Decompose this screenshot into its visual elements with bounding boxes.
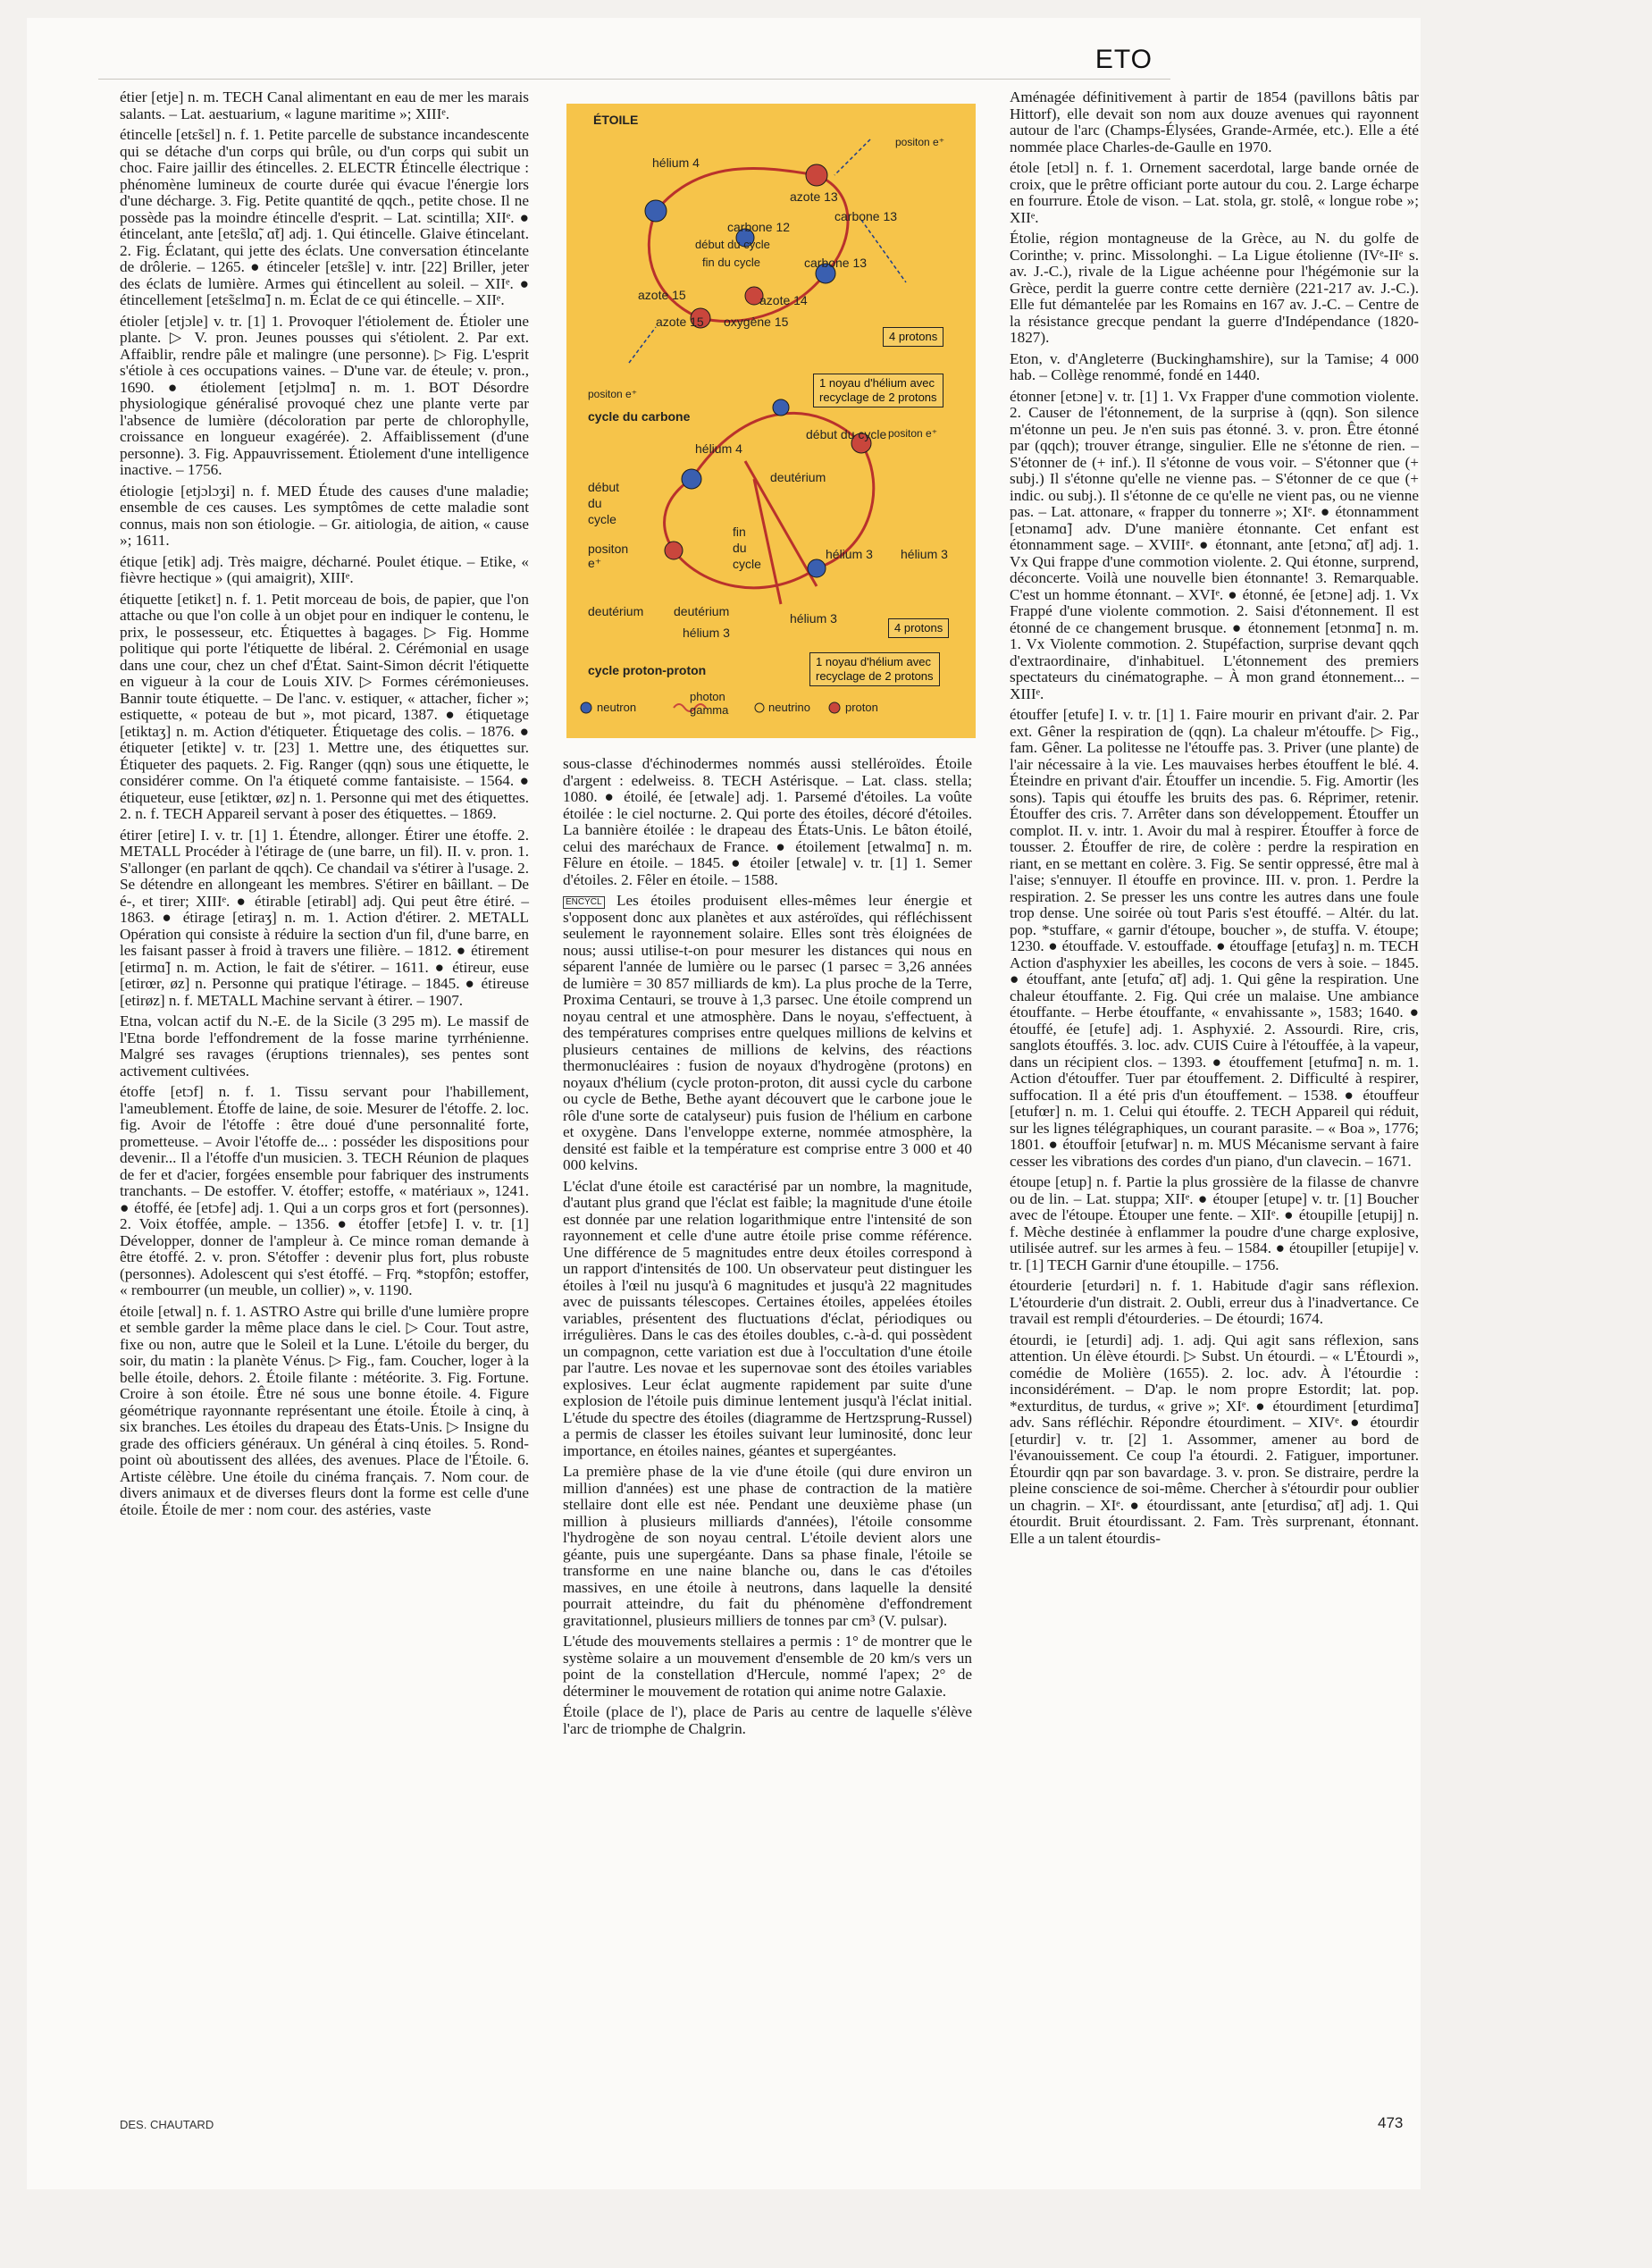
label-fin-du-cycle: fin du cycle [733,525,761,571]
illustration-credit: DES. CHAUTARD [120,2118,214,2131]
box-helium-nucleus-b: 1 noyau d'hélium avec recyclage de 2 protons [809,652,940,686]
entry-etoffe: étoffe [etɔf] n. f. 1. Tissu servant pour l'habillement, l'ameublement. Étoffe de laine, de soie. Mesurer de l'étoffe. 2. loc. fig. Avoir de l'étoffe : être doué d'une personnalité forte, prometteuse. – Avoir l'étoffe de... : posséder les dispositions pour devenir... Il a l'étoffe d'un musicien. 3. TECH Réunion de plaques de fer et d'acier, forgées ensemble pour fabriquer des instruments tranchants. – De estoffer. V. étoffer; estoffe, « matériaux », 1241. ● étoffé, ée [etɔfe] adj. 1. Qui a un corps gros et fort (personnes). 2. Voix étoffée, ample. – 1356. ● étoffer [etɔfe] I. v. tr. [1] Développer, donner de l'ampleur à. Ce mince roman demande à être étoffé. 2. v. pron. S'étoffer : devenir plus fort, plus robuste (personnes). Adolescent qui s'est étoffé. – Frq. *stopfôn; estoffer, « rembourrer (un meuble, un collier) », v. 1190. [120,1083,529,1298]
label-helium3-d: hélium 3 [683,626,730,640]
label-positon-a: positon e⁺ [895,136,945,148]
label-carbone13: carbone 13 [834,209,898,223]
proton-marker [829,702,840,713]
entry-etirer: étirer [etire] I. v. tr. [1] 1. Étendre, allonger. Étirer une étoffe. 2. METALL Procéder à l'étirage de (une barre, un fil). II. v. pron. 1. S'allonger (en parlant de qqch). Ce chandail va s'étirer à l'usage. 2. Se détendre en allongeant les membres. S'étirer en bâillant. – De é-, et tirer; XIIIᵉ. ● étirable [etirabl] adj. Qui peut être étiré. – 1863. ● étirage [etiraʒ] n. m. 1. Action d'étirer. 2. METALL Opération qui consiste à réduire la section d'un fil, d'une barre, en les faisant passer à froid à travers une filière. – 1812. ● étirement [etirmɑ̃] n. m. Action, le fait de s'étirer. – 1611. ● étireur, euse [etirœr, øz] n. Personne qui pratique l'étirage. – 1845. ● étireuse [etirøz] n. f. METALL Machine servant à étirer. – 1907. [120,826,529,1009]
encyclopedic-note [563,893,972,1174]
label-helium3-a: hélium 3 [826,547,873,561]
entry-etoile-continued: sous-classe d'échinodermes nommés aussi stelléroïdes. Étoile d'argent : edelweiss. 8. TECH Astérisque. – Lat. class. stella; 1080. ● étoilé, ée [etwale] adj. 1. Parsemé d'étoiles. La voûte étoilée : le ciel nocturne. 2. Qui porte des étoiles, décoré d'étoiles. La bannière étoilée : le drapeau des États-Unis. Le bâton étoilé, celui des maréchaux de France. ● étoilement [etwalmɑ̃] n. m. Fêlure en étoile. – 1845. ● étoiler [etwale] v. tr. [1] 1. Semer d'étoiles. 2. Fêler en étoile. – 1588. [563,755,972,888]
label-oxygene15: oxygène 15 [724,315,789,329]
entry-etonner: étonner [etɔne] v. tr. [1] 1. Vx Frapper d'une commotion violente. 2. Causer de l'étonnement, de la surprise à (qqn). Son silence m'étonne un peu. Je n'en suis pas étonné. 3. v. pron. Être étonné par (qqch); trouver étrange, singulier. Elle ne s'étonne de rien. – S'étonner de (+ inf.). Il s'étonne de vous voir. – S'étonner que (+ subj.) Il s'étonne qu'elle ne vienne pas. – S'étonner de ce que (+ indic. ou subj.). Il s'étonne de ce qu'elle ne vient pas, ou ne vienne pas. – Lat. attonare, « frapper du tonnerre »; XIᵉ. ● étonnamment [etɔnamɑ̃] adv. D'une manière étonnante. Cet enfant est étonnamment sage. – XVIIIᵉ. ● étonnant, ante [etɔnɑ̃, ɑ̃t] adj. 1. Vx Qui frappe d'une commotion violente. 2. Qui étonne, surprend, déconcerte. Voilà une nouvelle bien étonnante! 3. Remarquable. C'est un homme étonnant. – XVIᵉ. ● étonné, ée [etɔne] adj. 1. Vx Frappé d'une violente commotion. 2. Saisi d'étonnement. Il est étonné de ce changement brusque. ● étonnement [etɔnmɑ̃] n. m. 1. Vx Violente commotion. 2. Stupéfaction, surprise devant qqch d'extraordinaire, d'inhabituel. L'étonnement des premiers spectateurs du cinématographe. – À mon grand étonnement... – XIIIᵉ. [1010,387,1419,702]
label-positon-c: positon e⁺ [888,427,938,440]
entry-etiquette: étiquette [etikɛt] n. f. 1. Petit morceau de bois, de papier, que l'on attache ou que l'on colle à un objet pour en indiquer le contenu, le prix, le possesseur, etc. Étiquettes à bagages. ▷ Fig. Homme politique qui porte l'étiquette de libéral. 2. Cérémonial en usage dans une cour, chez un chef d'État. Saint-Simon décrit l'étiquette en vigueur à la cour de Louis XIV. ▷ Formes cérémonieuses. Bannir toute étiquette. – De l'anc. v. estiquer, « attacher, ficher »; estiquette, « poteau de but », mot picard, 1387. ● étiquetage [etiktaʒ] n. m. Action d'étiqueter. Étiquetage des colis. – 1876. ● étiqueter [etikte] v. tr. [23] 1. Mettre une, des étiquettes sur. Étiqueter des paquets. 2. Fig. Ranger (qqn) sous une étiquette, le considérer comme. On l'a étiqueté comme fantaisiste. – 1564. ● étiqueteur, euse [etiktœr, øz] n. 1. Personne qui met des étiquettes. 2. n. f. TECH Appareil servant à poser des étiquettes. – 1869. [120,590,529,822]
entry-eton: Eton, v. d'Angleterre (Buckinghamshire), sur la Tamise; 4 000 hab. – Collège renommé, fondé en 1440. [1010,349,1419,383]
box-helium-nucleus-a: 1 noyau d'hélium avec recyclage de 2 protons [813,374,943,407]
header-rule [98,79,1170,80]
label-helium4-a: hélium 4 [652,155,700,170]
label-positon-b: positon e⁺ [588,388,638,400]
entry-etique: étique [etik] adj. Très maigre, décharné. Poulet étique. – Etike, « fièvre hectique » (qui amaigrit), XIIIᵉ. [120,552,529,586]
label-helium3-c: hélium 3 [790,611,837,626]
label-deuterium-b: deutérium [588,604,644,618]
figure-title: ÉTOILE [593,113,639,127]
label-deuterium-c: deutérium [674,604,730,618]
section-code: ETO [1094,45,1153,74]
legend-neutron: neutron [597,701,637,714]
label-azote13: azote 13 [790,189,838,204]
entry-etincelle: étincelle [etɛ̃sɛl] n. f. 1. Petite parcelle de substance incandescente qui se détache d'un corps qui brûle, ou d'un corps qui subit un choc. Faire jaillir des étincelles. 2. ELECTR Étincelle électrique : phénomène lumineux de courte durée qui évacue l'énergie lors d'une décharge. 3. Fig. Petite quantité de qqch., petite chose. Il ne possède pas la moindre étincelle d'esprit. – Lat. scintilla; XIIᵉ. ● étincelant, ante [etɛ̃slɑ̃, ɑ̃t] adj. 1. Qui étincelle. Glaive étincelant. 2. Fig. Éclatant, qui jette des éclats. Une conversation étincelante de drôlerie. – 1265. ● étinceler [etɛ̃sle] v. intr. [22] Briller, jeter des éclats de lumière. Armes qui étincellent au soleil. – XIIᵉ. ● étincellement [etɛ̃sɛlmɑ̃] n. m. Éclat de ce qui étincelle. – XIIᵉ. [120,126,529,308]
label-pp-cycle: cycle proton-proton [588,663,707,677]
label-debut-cycle-b: début du cycle [806,427,887,441]
page-number: 473 [1378,2114,1404,2131]
entry-etolie: Étolie, région montagneuse de la Grèce, au N. du golfe de Corinthe; v. princ. Missolonghi. – La Ligue étolienne (IVᵉ-IIᵉ s. av. J.-C.), rivale de la Ligue achéenne pour l'hégémonie sur la Grèce, perdit la guerre contre cette dernière (221-217 av. J.-C.). Elle fut démantelée par les Romains en 167 av. J.-C. – Centre de la résistance grecque pendant la guerre d'Indépendance (1820-1827). [1010,230,1419,346]
label-debut-cycle-a: début du cycle [695,238,770,251]
label-debut-du-cycle: début du cycle [588,480,620,526]
entry-etourdi: étourdi, ie [eturdi] adj. 1. adj. Qui agit sans réflexion, sans attention. Un élève étourdi. ▷ Subst. Un étourdi. – « L'Étourdi », comédie de Molière (1655). 2. loc. adv. À l'étourdie : inconsidérément. – D'ap. le nom propre Estordit; lat. pop. *exturditus, de turdus, « grive »; XIᵉ. ● étourdiment [eturdimɑ̃] adv. Sans réfléchir. Répondre étourdiment. – XIVᵉ. ● étourdir [eturdir] v. tr. [2] 1. Assommer, amener au bord de l'évanouissement. Ce coup l'a étourdi. 2. Fatiguer, importuner. Étourdir qqn par son bavardage. 3. v. pron. Se distraire, perdre la pleine conscience de soi-même. Chercher à s'étourdir pour oublier un chagrin. – XIᵉ. ● étourdissant, ante [eturdisɑ̃, ɑ̃t] adj. 1. Qui étourdit. Bruit étourdissant. 2. Fam. Très surprenant, étonnant. Elle a un talent étourdis- [1010,1331,1419,1547]
entry-place-etoile: Étoile (place de l'), place de Paris au centre de laquelle s'élève l'arc de triomphe de Chalgrin. [563,1703,972,1737]
entry-etourderie: étourderie [eturdəri] n. f. 1. Habitude d'agir sans réflexion. L'étourderie d'un distrait. 2. Oubli, erreur dus à l'inadvertance. Ce travail est rempli d'étourderies. – De étourdi; 1674. [1010,1277,1419,1327]
label-carbone13-b: carbone 13 [804,256,868,270]
entry-etoupe: étoupe [etup] n. f. Partie la plus grossière de la filasse de chanvre ou de lin. – Lat. stuppa; XIIᵉ. ● étouper [etupe] v. tr. [1] Boucher avec de l'étoupe. Étouper une fente. – XIIᵉ. ● étoupille [etupij] n. f. Mèche destinée à enflammer la poudre d'une charge explosive, utilisée autref. sur les armes à feu. – 1584. ● étoupiller [etupije] v. tr. [1] TECH Garnir d'une étoupille. – 1756. [1010,1173,1419,1273]
legend-photon: photon gamma [690,690,729,717]
encycl-life-phases: La première phase de la vie d'une étoile (qui dure environ un million d'années) est une phase de contraction de la matière stellaire dont elle est née. Pendant une deuxième phase (un million à plusieurs milliards d'années), l'étoile consomme l'hydrogène de son noyau central. L'étoile devient alors une géante, puis une supergéante. Dans sa phase finale, l'étoile se transforme en une naine blanche ou, dans le cas d'étoiles massives, en une étoile à neutrons, dans laquelle la densité pourrait atteindre, du fait du phénomène d'effondrement gravitationnel, plusieurs milliers de tonnes par cm³ (V. pulsar). [563,1463,972,1629]
entry-etioler: étioler [etjɔle] v. tr. [1] 1. Provoquer l'étiolement de. Étioler une plante. ▷ V. pron. Jeunes pousses qui s'étiolent. 2. Par ext. Affaiblir, rendre pâle et malingre (une personne). ▷ Fig. L'esprit s'étiole à ces occupations vaines. – D'une var. de éteule; v. pron., 1690. ● étiolement [etjɔlmɑ̃] n. m. 1. BOT Désordre physiologique généralisé provoqué chez une plante verte par l'absence de lumière (décoloration par perte de chlorophylle, croissance en longueur exagérée). 2. Affaiblissement (d'une personne). 3. Fig. Appauvrissement. Étiolement d'une intelligence inactive. – 1756. [120,312,529,478]
entry-etouffer: étouffer [etufe] I. v. tr. [1] 1. Faire mourir en privant d'air. 2. Par ext. Gêner la respiration de (qqn). La chaleur m'étouffe. ▷ Fig., fam. Gêner. La politesse ne l'étouffe pas. 3. Priver (une plante) de l'air nécessaire à la vie. Les mauvaises herbes étouffent le blé. 4. Éteindre en privant d'air. Étouffer un incendie. 5. Fig. Amortir (les sons). Tapis qui étouffe les bruits des pas. 6. Réprimer, retenir. Étouffer des cris. 7. Arrêter dans son développement. Étouffer un complot. II. v. intr. 1. Avoir du mal à respirer. Étouffer à force de tousser. 2. Étouffer de rire, de colère : perdre la respiration en riant, en se mettant en colère. 3. Fig. Se sentir oppressé, être mal à l'aise; s'ennuyer. Il étouffe en province. III. v. pron. 1. Perdre la respiration. 2. Se presser les uns contre les autres dans une foule trop dense. Une soirée où tout Paris s'est étouffé. – Altér. du lat. pop. *stuffare, « garnir d'étoupe, boucher », de stuffa. V. étoupe; 1230. ● étouffade. V. estouffade. ● étouffage [etufaʒ] n. m. TECH Action d'asphyxier les abeilles, les cocons de vers à soie. – 1845. ● étouffant, ante [etufɑ̃, ɑ̃t] adj. 1. Qui gêne la respiration. Une chaleur étouffante. 2. Fig. Qui crée un malaise. Une ambiance étouffante. – Herbe étouffante, « envahissante », 1583; 1640. ● étouffé, ée [etufe] adj. 1. Asphyxié. 2. Assourdi. Rire, cris, sanglots étouffés. 3. loc. adv. CUIS Cuire à l'étouffée, à la vapeur, dans un récipient clos. – 1393. ● étouffement [etufmɑ̃] n. m. 1. Action d'étouffer. Tuer par étouffement. 2. Difficulté à respirer, suffocation. Il a été pris d'un étouffement. – 1538. ● étouffeur [etufœr] n. m. 1. Celui qui étouffe. 2. TECH Appareil qui réduit, sur les lignes télégraphiques, un courant parasite. – « Boa », 1776; 1801. ● étouffoir [etufwar] n. m. MUS Mécanisme servant à faire cesser les vibrations des cordes d'un piano, d'un clavecin. – 1671. [1010,706,1419,1170]
star-fusion-illustration [566,104,976,738]
column-2 [563,756,972,1742]
label-helium3-b: hélium 3 [901,547,948,561]
entry-etole: étole [etɔl] n. f. 1. Ornement sacerdotal, large bande ornée de croix, que le prêtre officiant porte autour du cou. 2. Large écharpe en fourrure. Étole de vison. – Lat. stola, gr. stolê, « longue robe »; XIIᵉ. [1010,159,1419,226]
encycl-motion: L'étude des mouvements stellaires a permis : 1° de montrer que le système solaire a un mouvement d'ensemble de 20 km/s vers un point de la constellation d'Hercule, nommé l'apex; 2° de déterminer le mouvement de rotation qui anime notre Galaxie. [563,1633,972,1700]
label-azote15: azote 15 [638,288,686,302]
legend-proton: proton [845,701,878,714]
label-carbon-cycle: cycle du carbone [588,409,691,424]
entry-etier: étier [etje] n. m. TECH Canal alimentant en eau de mer les marais salants. – Lat. aestuarium, « lagune maritime »; XIIIᵉ. [120,88,529,122]
label-fin-cycle-a: fin du cycle [702,256,761,269]
label-azote14: azote 14 [759,293,808,307]
entry-etiologie: étiologie [etjɔlɔʒi] n. f. MED Étude des causes d'une maladie; ensemble de ces causes. Les symptômes de cette maladie sont connus, mais non son étiologie. – Gr. aitiologia, de aition, « cause »; 1611. [120,482,529,549]
column-3 [1010,89,1419,1551]
neutron-marker [581,702,591,713]
encycl-tag: ENCYCL [563,896,605,909]
dictionary-page [27,18,1421,2189]
label-azote15-b: azote 15 [656,315,704,329]
column-1 [120,89,529,1523]
box-4-protons-b: 4 protons [888,618,949,638]
legend-neutrino: neutrino [768,701,810,714]
neutrino-marker [755,703,764,712]
label-helium4-b: hélium 4 [695,441,742,456]
label-carbone12: carbone 12 [727,220,791,234]
entry-etna: Etna, volcan actif du N.-E. de la Sicile (3 295 m). Le massif de l'Etna borde l'effondrement de la fosse marine tyrrhénienne. Malgré ses ravages (éruptions triennales), ses pentes sont activement cultivées. [120,1012,529,1079]
label-positon-d: positon e⁺ [588,542,629,570]
entry-etoile: étoile [etwal] n. f. 1. ASTRO Astre qui brille d'une lumière propre et semble garder la même place dans le ciel. ▷ Cour. Tout astre, fixe ou non, autre que le Soleil et la Lune. L'étoile du berger, du soir, du matin : la planète Vénus. ▷ Fig., fam. Coucher, loger à la belle étoile, dehors. 2. Étoile filante : météorite. 3. Fig. Fortune. Croire à son étoile. Être né sous une bonne étoile. 4. Figure géométrique rayonnante représentant une étoile. Étoile à cinq, à six branches. Les étoiles du drapeau des États-Unis. ▷ Insigne du grade des officiers généraux. Un général à cinq étoiles. 5. Rond-point où aboutissent des allées, des avenues. Place de l'Étoile. 6. Artiste célèbre. Une étoile du cinéma français. 7. Nom cour. de divers animaux et de diverses fleurs dont la forme est celle d'une étoile. Étoile de mer : nom cour. des astéries, vaste [120,1302,529,1518]
encycl-text: Les étoiles produisent elles-mêmes leur énergie et s'opposent donc aux planètes et aux astéroïdes, qui réfléchissent seulement le rayonnement solaire. Elles sont très éloignées de nous; aussi utilise-t-on pour mesurer les distances qui nous en séparent l'année de lumière ou le parsec (1 parsec = 3,26 années de lumière = 30 857 milliards de km). La plus proche de la Terre, Proxima Centauri, se trouve à 1,3 parsec. Une étoile comprend un noyau central et une atmosphère. Dans le noyau, s'effectuent, à des températures comprises entre quelques millions de kelvins et plusieurs centaines de millions de kelvins, des réactions thermonucléaires : fusion de noyaux d'hydrogène (protons) en noyaux d'hélium (cycle proton-proton, dit aussi cycle du carbone ou cycle de Bethe, Bethe ayant découvert que le carbone joue le rôle d'une sorte de catalyseur) puis fusion de l'hélium en carbone et oxygène. Dans l'enveloppe externe, nommée atmosphère, la densité est faible et la température est comprise entre 3 000 et 40 000 kelvins. [563,892,972,1173]
box-4-protons-a: 4 protons [883,327,943,347]
label-deuterium-a: deutérium [770,470,826,484]
encycl-magnitude: L'éclat d'une étoile est caractérisé par un nombre, la magnitude, d'autant plus grand que l'éclat est faible; la magnitude d'une étoile est donnée par une relation logarithmique entre l'intensité de son rayonnement et celle d'une autre étoile prise comme référence. Une différence de 5 magnitudes entre deux étoiles correspond à un rapport d'intensités de 100. Un observateur peut distinguer les étoiles à l'œil nu jusqu'à 6 magnitudes et jusqu'à 22 magnitudes avec de puissants télescopes. Certaines étoiles, appelées étoiles variables, présentent des fluctuations d'éclat, périodiques ou irrégulières. Dans le cas des étoiles doubles, c.-à-d. qui possèdent un compagnon, cette variation est due à l'occultation d'une étoile par l'autre. Les novae et les supernovae sont des étoiles variables explosives. Leur éclat augmente rapidement par suite d'une explosion de l'étoile puis diminue lentement jusqu'à l'éclat initial. L'étude du spectre des étoiles (diagramme de Hertzsprung-Russel) a permis de classer les étoiles suivant leur luminosité, donc leur importance, en étoiles naines, géantes et supergéantes. [563,1177,972,1459]
entry-place-etoile-continued: Aménagée définitivement à partir de 1854 (pavillons bâtis par Hittorf), elle devait son nom aux douze avenues qui rayonnent autour de l'arc (Champs-Élysées, Grande-Armée, etc.). Elle a été nommée place Charles-de-Gaulle en 1970. [1010,88,1419,155]
